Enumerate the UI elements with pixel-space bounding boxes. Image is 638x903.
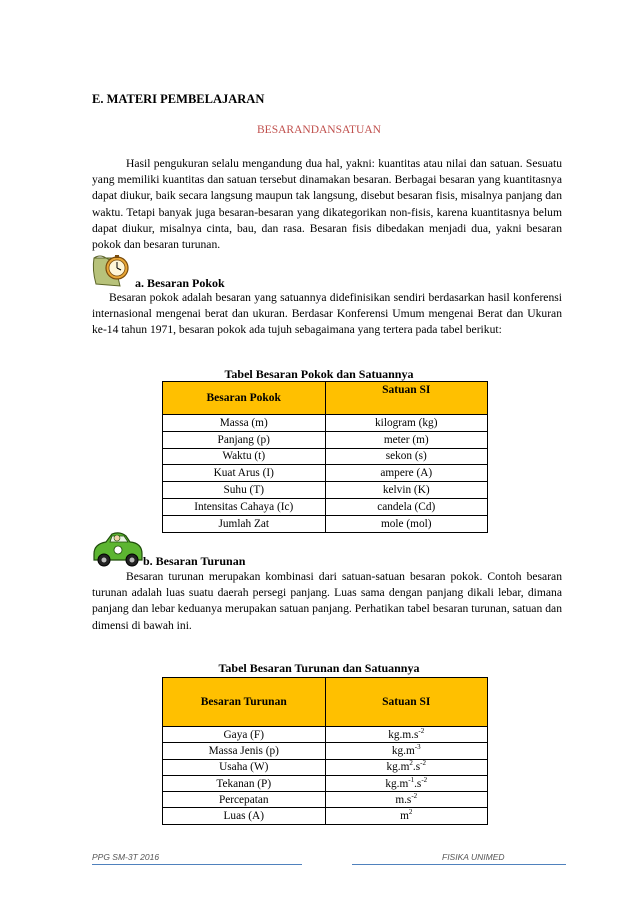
heading-besaran-turunan: b. Besaran Turunan	[143, 554, 246, 568]
table-header-row	[163, 382, 488, 415]
besaran-pokok-paragraph	[92, 290, 562, 339]
table-cell: Percepatan	[163, 792, 326, 808]
table-cell	[325, 808, 488, 824]
table-cell	[325, 727, 488, 743]
table-cell: Panjang (p)	[163, 431, 326, 448]
table-cell: Luas (A)	[163, 808, 326, 824]
table-header-cell: Satuan SI	[325, 678, 488, 727]
besaran-turunan-table	[162, 677, 488, 825]
table-row	[163, 431, 488, 448]
table-cell: Gaya (F)	[163, 727, 326, 743]
table-cell: sekon (s)	[325, 448, 488, 465]
table-header-cell: Besaran Turunan	[163, 678, 326, 727]
table-cell: Jumlah Zat	[163, 515, 326, 532]
table-cell: Suhu (T)	[163, 482, 326, 499]
intro-paragraph-text: Hasil pengukuran selalu mengandung dua hal, yakni: kuantitas atau nilai dan satuan. Sesuatu yang memiliki kuantitas dan satuan tersebut dinamakan besaran. Berbagai besaran yang kuantitasnya dapat diukur, baik secara langsung maupun tak langsung, disebut besaran fisis, misalnya panjang dan waktu. Tetapi banyak juga besaran-besaran yang dikategorikan non-fisis, karena kuantitasnya belum dapat diukur, misalnya cinta, bau, dan rasa. Besaran fisis dibedakan menjadi dua, yakni besaran pokok dan besaran turunan.	[92, 157, 562, 252]
unit-exponent-2: -2	[420, 759, 426, 768]
unit-base-2: .s	[412, 761, 421, 774]
table-row	[163, 727, 488, 743]
unit-base: m	[400, 810, 409, 823]
table-row	[163, 775, 488, 791]
table-row	[163, 743, 488, 759]
besaran-pokok-table	[162, 381, 488, 533]
table-cell: Waktu (t)	[163, 448, 326, 465]
unit-base: kg.m	[391, 744, 415, 757]
table-cell: Intensitas Cahaya (Ic)	[163, 498, 326, 515]
unit-exponent: -3	[414, 743, 421, 752]
table-cell: candela (Cd)	[325, 498, 488, 515]
unit-exponent: 2	[409, 759, 413, 768]
footer-right-text: FISIKA UNIMED	[442, 852, 505, 862]
table-cell: Massa Jenis (p)	[163, 743, 326, 759]
table-row	[163, 465, 488, 482]
table-cell	[325, 775, 488, 791]
table-cell: Kuat Arus (I)	[163, 465, 326, 482]
unit-exponent: -2	[418, 726, 425, 735]
unit-exponent: -2	[411, 792, 418, 801]
table-cell: Tekanan (P)	[163, 775, 326, 791]
table-cell: ampere (A)	[325, 465, 488, 482]
footer-left-text: PPG SM-3T 2016	[92, 852, 160, 862]
table-cell: Usaha (W)	[163, 759, 326, 775]
besaran-turunan-paragraph	[92, 569, 562, 634]
unit-base: kg.m.s	[388, 728, 419, 741]
intro-paragraph	[92, 156, 562, 253]
footer-divider-left	[92, 864, 302, 865]
table-cell	[325, 759, 488, 775]
page-subtitle: BESARANDANSATUAN	[257, 124, 381, 136]
table-header-cell: Besaran Pokok	[163, 382, 326, 415]
table-header-cell: Satuan SI	[325, 382, 488, 415]
unit-base: m.s	[395, 793, 412, 806]
table-cell: kelvin (K)	[325, 482, 488, 499]
unit-base: kg.m	[386, 761, 410, 774]
table-cell: meter (m)	[325, 431, 488, 448]
table1-title: Tabel Besaran Pokok dan Satuannya	[224, 367, 414, 381]
unit-base: kg.m	[385, 777, 409, 790]
besaran-pokok-paragraph-text: Besaran pokok adalah besaran yang satuannya didefinisikan sendiri berdasarkan hasil konferensi internasional mengenai berat dan ukuran. Berdasar Konferensi Umum mengenai Berat dan Ukuran ke-14 tahun 1971, besaran pokok ada tujuh sebagaimana yang tertera pada tabel berikut:	[92, 291, 562, 337]
besaran-turunan-paragraph-text: Besaran turunan merupakan kombinasi dari satuan-satuan besaran pokok. Contoh besaran turunan adalah luas suatu daerah persegi panjang. Luas sama dengan panjang dikali lebar, dimana panjang dan lebar keduanya merupakan satuan panjang. Perhatikan tabel besaran turunan, satuan dan dimensi di bawah ini.	[92, 570, 562, 632]
table-row	[163, 448, 488, 465]
table-row	[163, 415, 488, 432]
table2-title: Tabel Besaran Turunan dan Satuannya	[218, 661, 420, 675]
table-row	[163, 792, 488, 808]
scroll-clock-icon	[90, 250, 134, 290]
table-cell: mole (mol)	[325, 515, 488, 532]
section-heading: E. MATERI PEMBELAJARAN	[92, 92, 265, 106]
table-row	[163, 498, 488, 515]
table-cell: Massa (m)	[163, 415, 326, 432]
table-cell: kilogram (kg)	[325, 415, 488, 432]
table-row	[163, 482, 488, 499]
unit-exponent: 2	[408, 808, 413, 817]
table-row	[163, 759, 488, 775]
table-header-row	[163, 678, 488, 727]
table-row	[163, 515, 488, 532]
green-car-icon	[90, 530, 146, 570]
unit-exponent-2: -2	[421, 775, 428, 784]
table-cell	[325, 792, 488, 808]
footer-divider-right	[352, 864, 566, 865]
unit-exponent: -1	[408, 775, 415, 784]
unit-base-2: .s	[414, 777, 422, 790]
table-row	[163, 808, 488, 824]
table-cell	[325, 743, 488, 759]
heading-besaran-pokok: a. Besaran Pokok	[135, 276, 225, 290]
